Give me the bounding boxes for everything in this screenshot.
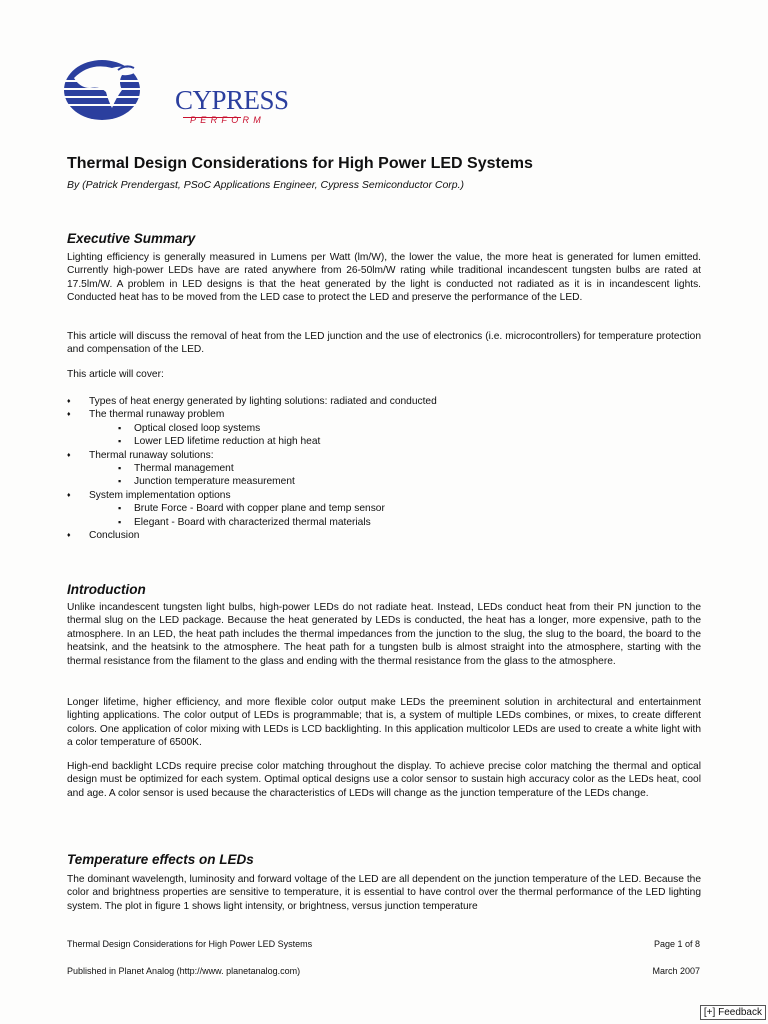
list-item: ♦ Types of heat energy generated by lighting solutions: radiated and conducted <box>67 395 667 408</box>
temperature-paragraph-1: The dominant wavelength, luminosity and forward voltage of the LED are all dependent on the junction temperature of the LED. Because the color and brightness properties are sensitive to temperature, it is essential to have control over the thermal performance of the LED lighting system. The plot in figure 1 shows light intensity, or brightness, versus junction temperature <box>67 874 701 912</box>
list-item: ♦ Thermal runaway solutions: ▪ Thermal management ▪ Junction temperature measurement <box>67 449 667 489</box>
sub-list-item: ▪ Brute Force - Board with copper plane and temp sensor <box>89 502 667 515</box>
intro-paragraph-2: Longer lifetime, higher efficiency, and more flexible color output make LEDs the preeminent solution in architectural and entertainment lighting applications. The color output of LEDs is programmable; that is, a system of multiple LEDs combines, or mixes, to create different colors. One application of color mixing with LEDs is LCD backlighting. In this application multicolor LEDs are used to create a white light with a color temperature of 6500K. <box>67 697 701 749</box>
heading-temperature-effects: Temperature effects on LEDs <box>67 852 254 867</box>
sub-list-item: ▪ Elegant - Board with characterized thermal materials <box>89 516 667 529</box>
list-item: ♦ The thermal runaway problem ▪ Optical closed loop systems ▪ Lower LED lifetime reduction at high heat <box>67 408 667 448</box>
heading-executive-summary: Executive Summary <box>67 231 196 246</box>
logo-wordmark: CYPRESS <box>175 85 289 115</box>
logo-tagline: PERFORM <box>190 115 266 125</box>
intro-paragraph-1: Unlike incandescent tungsten light bulbs, high-power LEDs do not radiate heat. Instead, LEDs conduct heat from their PN junction to the thermal slug on the LED package. Because the heat generated by LEDs is conducted, the heat has a longer, more expensive, path to the atmosphere. In an LED, the heat path includes the thermal impedances from the junction to the slug, the slug to the board, the board to the heatsink, and the heatsink to the atmosphere. The heat path for a tungsten bulb is almost straight into the atmosphere, starting with the thermal resistance from the filament to the glass and ending with the thermal resistance from the glass to the atmosphere. <box>67 602 701 667</box>
feedback-button[interactable]: [+] Feedback <box>700 1005 766 1020</box>
coverage-list <box>67 395 667 542</box>
list-item: ♦ Conclusion <box>67 529 667 542</box>
sub-list-item: ▪ Optical closed loop systems <box>89 422 667 435</box>
sub-list-item: ▪ Junction temperature measurement <box>89 475 667 488</box>
document-title: Thermal Design Considerations for High Power LED Systems <box>67 155 533 172</box>
footer-page-number: Page 1 of 8 <box>653 939 700 949</box>
footer-publisher: Published in Planet Analog (http://www. planetanalog.com) <box>67 966 301 976</box>
executive-paragraph-2: This article will discuss the removal of heat from the LED junction and the use of electronics (i.e. microcontrollers) for temperature protection and compensation of the LED. <box>67 331 701 356</box>
footer-date: March 2007 <box>652 966 700 976</box>
globe-icon <box>60 50 180 130</box>
sub-list-item: ▪ Lower LED lifetime reduction at high heat <box>89 435 667 448</box>
cypress-logo <box>60 50 289 130</box>
footer-doc-title: Thermal Design Considerations for High Power LED Systems <box>67 939 313 949</box>
list-item: ♦ System implementation options ▪ Brute Force - Board with copper plane and temp sensor ▪ Elegant - Board with characterized thermal materials <box>67 489 667 529</box>
heading-introduction: Introduction <box>67 582 146 597</box>
executive-paragraph-1: Lighting efficiency is generally measured in Lumens per Watt (lm/W), the lower the value, the more heat is generated for lumen emitted. Currently high-power LEDs have are rated anywhere from 26-50lm/W rating while traditional incandescent tungsten bulbs are rated at 17.5lm/W. A problem in LED designs is that the heat generated by the light is conducted not radiated as it is in incandescent lights. Conducted heat has to be moved from the LED case to protect the LED and preserve the performance of the LED. <box>67 252 701 304</box>
byline: By (Patrick Prendergast, PSoC Applications Engineer, Cypress Semiconductor Corp.) <box>67 179 465 191</box>
sub-list-item: ▪ Thermal management <box>89 462 667 475</box>
executive-paragraph-3: This article will cover: <box>67 369 164 380</box>
intro-paragraph-3: High-end backlight LCDs require precise color matching throughout the display. To achieve precise color matching the thermal and optical design must be optimized for each system. Optimal optical designs use a color sensor to sustain high accuracy color as the LEDs heat, cool and age. A color sensor is used because the characteristics of LEDs will change as the junction temperature of the LEDs change. <box>67 761 701 799</box>
